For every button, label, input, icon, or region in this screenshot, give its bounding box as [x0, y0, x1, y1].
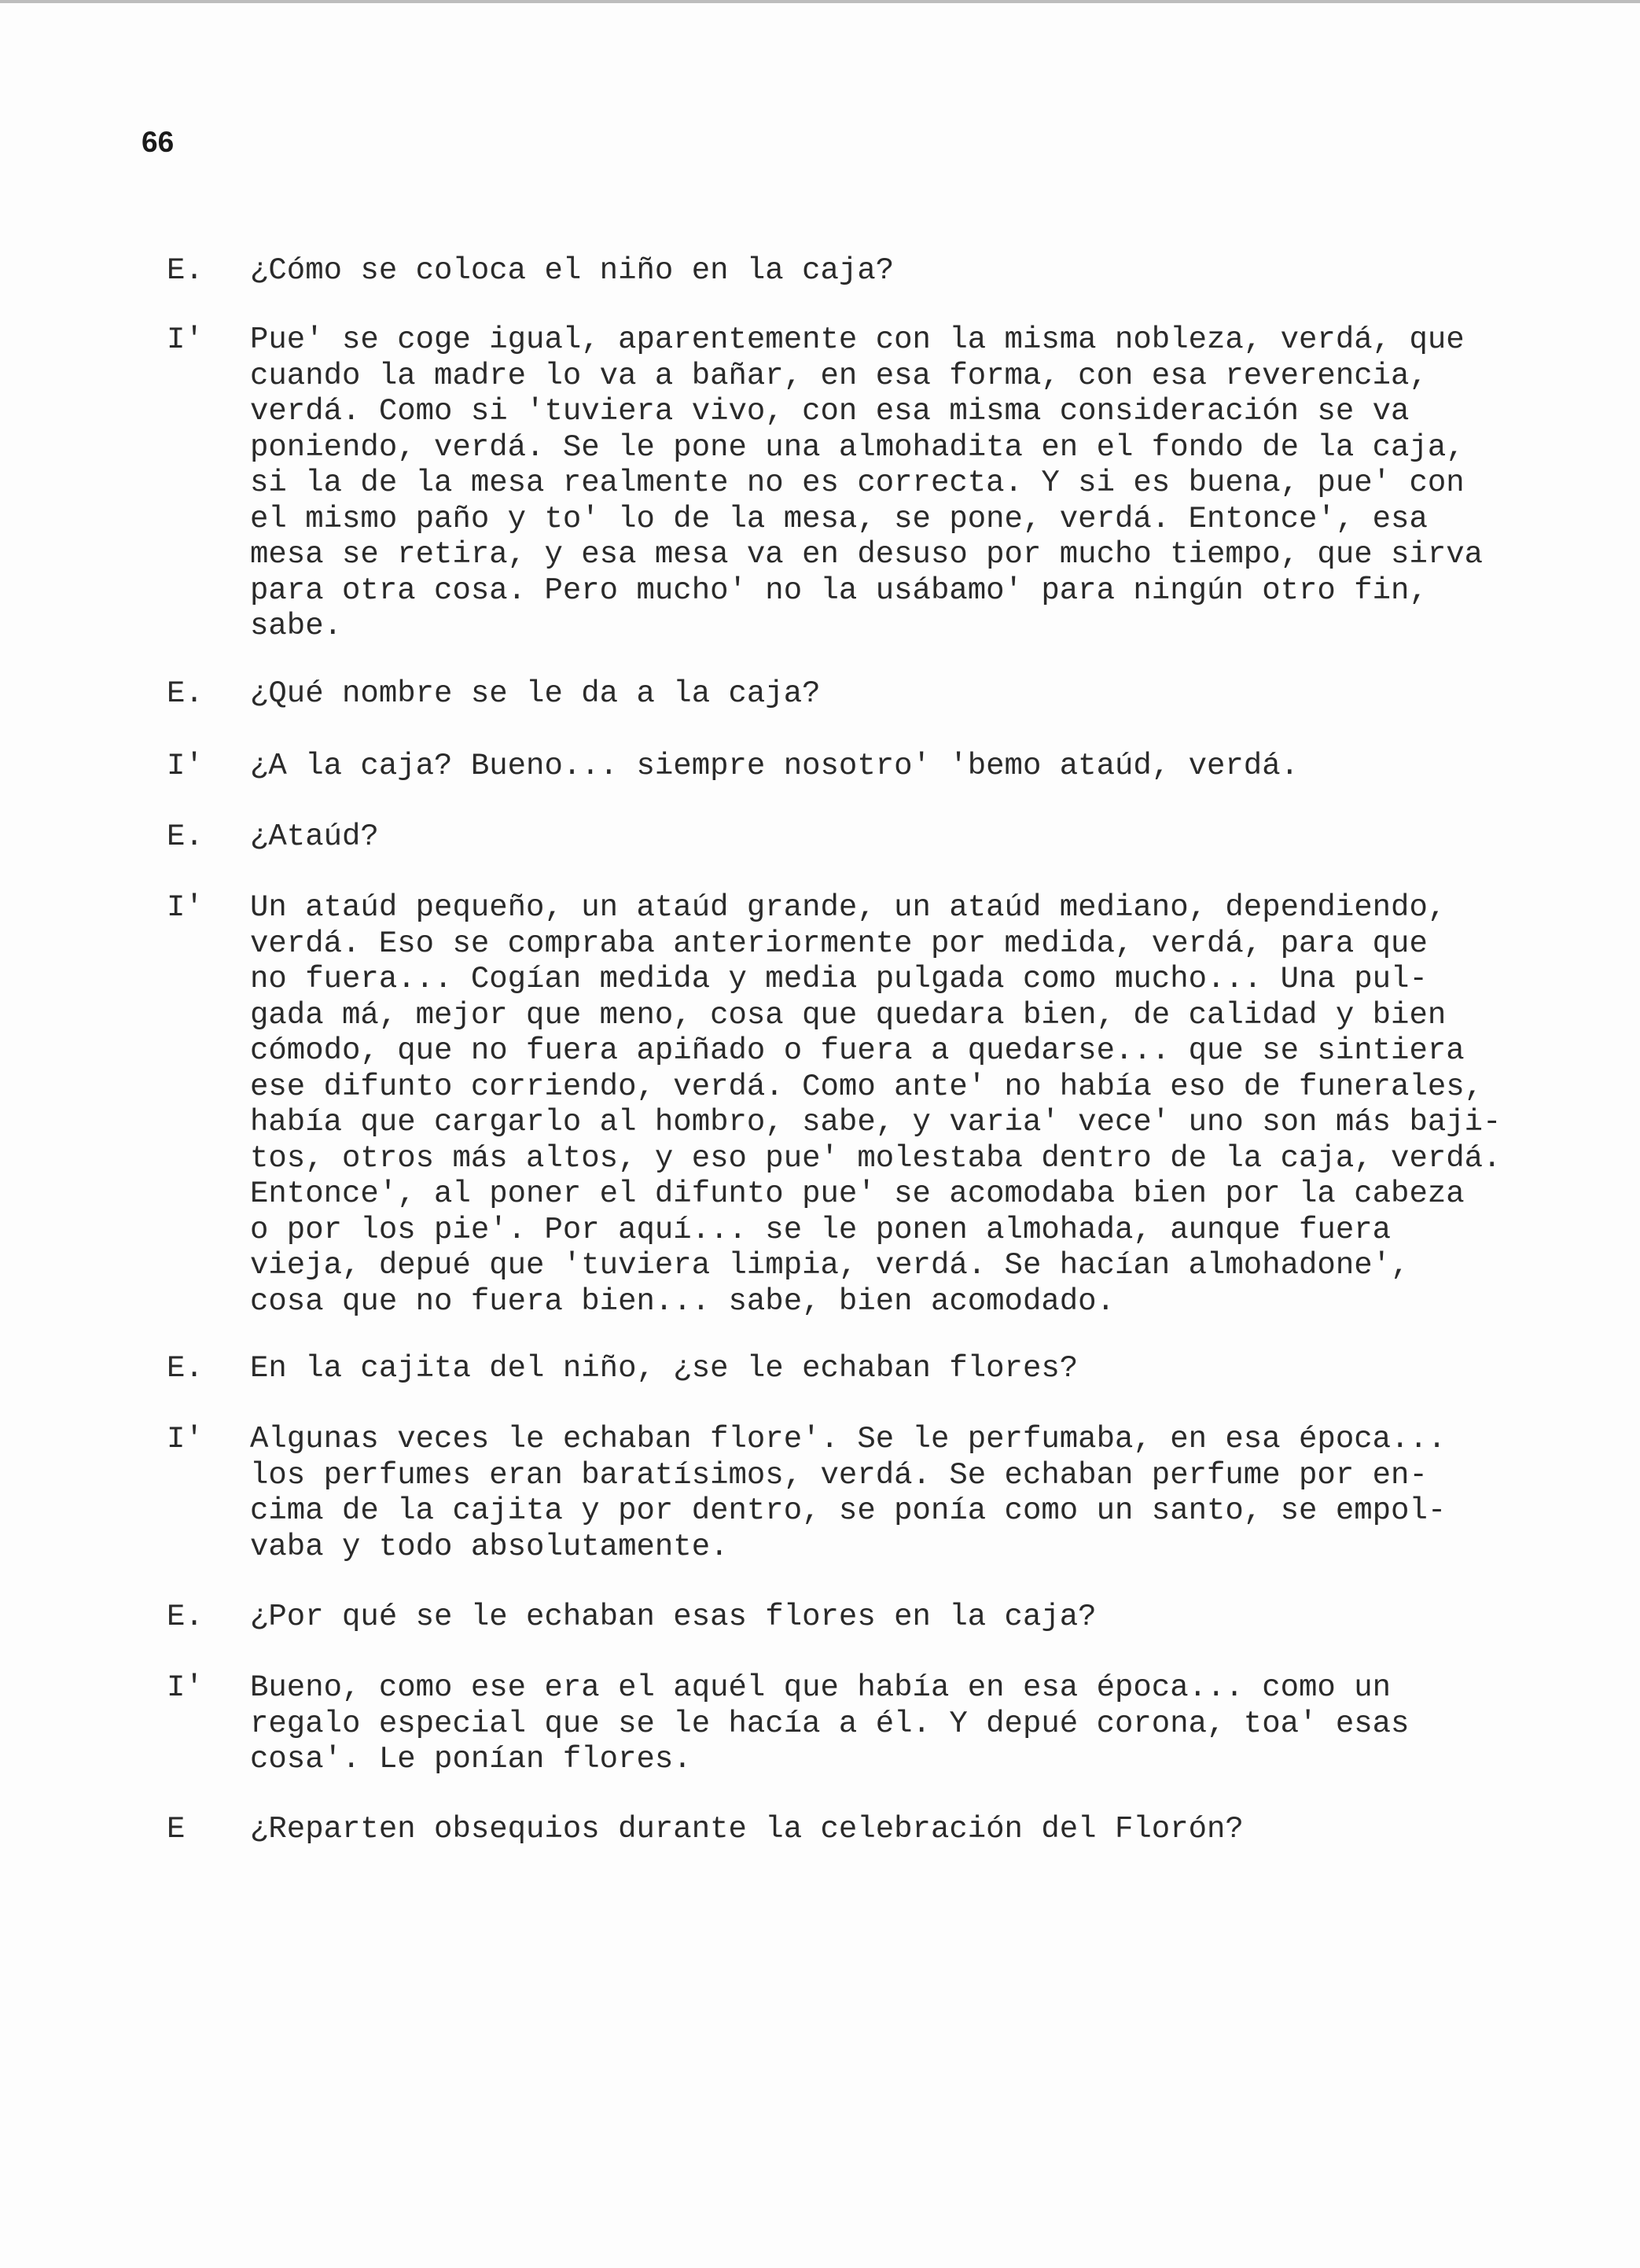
speaker-label: E.: [167, 676, 204, 711]
scan-top-edge: [0, 0, 1640, 3]
utterance-text: En la cajita del niño, ¿se le echaban flores?: [250, 1351, 1079, 1386]
speaker-label: I': [167, 322, 204, 357]
utterance-text: Bueno, como ese era el aquél que había en esa época... como un regalo especial que se le hacía a él. Y depué corona, toa' esas cosa'. Le ponían flores.: [250, 1670, 1410, 1776]
utterance-text: ¿Ataúd?: [250, 819, 379, 854]
utterance-text: ¿A la caja? Bueno... siempre nosotro' 'bemo ataúd, verdá.: [250, 749, 1300, 783]
utterance-text: ¿Reparten obsequios durante la celebración del Florón?: [250, 1812, 1244, 1846]
utterance-text: ¿Por qué se le echaban esas flores en la caja?: [250, 1600, 1097, 1634]
speaker-label: I': [167, 890, 204, 925]
speaker-label: E.: [167, 819, 204, 854]
utterance-text: Un ataúd pequeño, un ataúd grande, un ataúd mediano, dependiendo, verdá. Eso se compraba anteriormente por medida, verdá, para que no fuera... Cogían medida y media pulgada como mucho... Una pul- gada má, mejor que meno, cosa que quedara bien, de calidad y bien cómodo, que no fuera apiñado o fuera a quedarse... que se sintiera ese difunto corriendo, verdá. Como ante' no había eso de funerales, había que cargarlo al hombro, sabe, y varia' vece' uno son más baji- tos, otros más altos, y eso pue' molestaba dentro de la caja, verdá. Entonce', al poner el difunto pue' se acomodaba bien por la cabeza o por los pie'. Por aquí... se le ponen almohada, aunque fuera vieja, depué que 'tuviera limpia, verdá. Se hacían almohadone', cosa que no fuera bien... sabe, bien acomodado.: [250, 890, 1502, 1319]
speaker-label: I': [167, 1670, 204, 1705]
page-number: 66: [142, 126, 175, 158]
utterance-text: ¿Cómo se coloca el niño en la caja?: [250, 253, 895, 288]
utterance-text: ¿Qué nombre se le da a la caja?: [250, 676, 821, 711]
utterance-text: Algunas veces le echaban flore'. Se le perfumaba, en esa época... los perfumes eran baratísimos, verdá. Se echaban perfume por en- cima de la cajita y por dentro, se ponía como un santo, se empol- vaba y todo absolutamente.: [250, 1422, 1447, 1564]
speaker-label: I': [167, 749, 204, 783]
speaker-label: E.: [167, 1351, 204, 1386]
speaker-label: E.: [167, 253, 204, 288]
speaker-label: I': [167, 1422, 204, 1456]
speaker-label: E: [167, 1812, 186, 1846]
speaker-label: E.: [167, 1600, 204, 1634]
utterance-text: Pue' se coge igual, aparentemente con la misma nobleza, verdá, que cuando la madre lo va a bañar, en esa forma, con esa reverencia, verdá. Como si 'tuviera vivo, con esa misma consideración se va poniendo, verdá. Se le pone una almohadita en el fondo de la caja, si la de la mesa realmente no es correcta. Y si es buena, pue' con el mismo paño y to' lo de la mesa, se pone, verdá. Entonce', esa mesa se retira, y esa mesa va en desuso por mucho tiempo, que sirva para otra cosa. Pero mucho' no la usábamo' para ningún otro fin, sabe.: [250, 322, 1484, 643]
